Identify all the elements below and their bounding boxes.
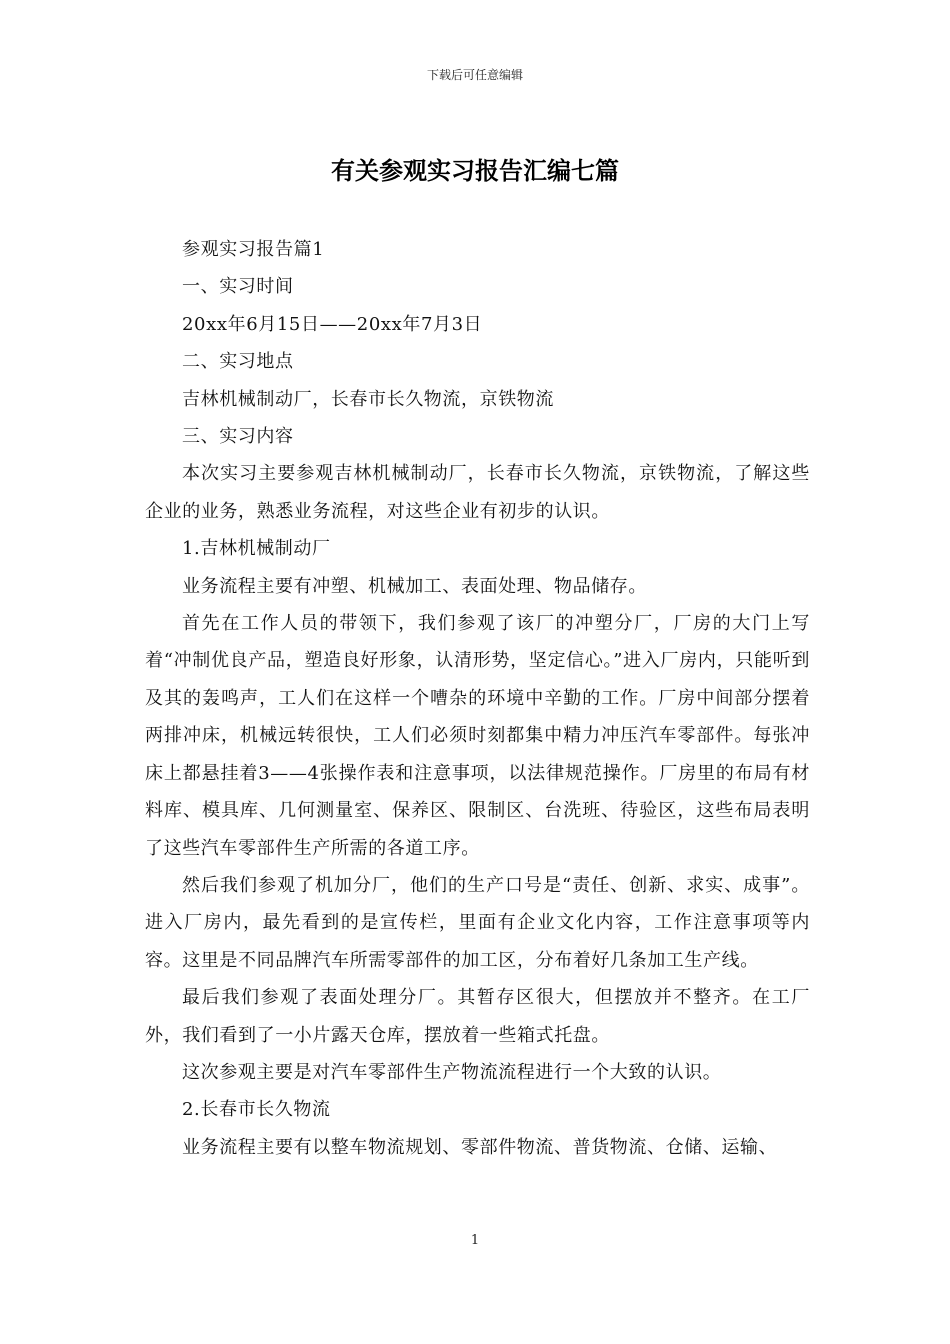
- internship-dates: 20xx年6月15日——20xx年7月3日: [182, 313, 483, 335]
- internship-locations: 吉林机械制动厂，长春市长久物流，京铁物流: [182, 388, 554, 410]
- section-heading-location: 二、实习地点: [182, 351, 294, 373]
- body-paragraph: 业务流程主要有以整车物流规划、零部件物流、普货物流、仓储、运输、: [182, 1136, 778, 1158]
- body-paragraph: 这次参观主要是对汽车零部件生产物流流程进行一个大致的认识。: [182, 1061, 722, 1083]
- body-paragraph: 最后我们参观了表面处理分厂。其暂存区很大，但摆放并不整齐。在工厂外，我们看到了一小片露天仓库，摆放着一些箱式托盘。: [145, 987, 810, 1046]
- section-heading-report-1: 参观实习报告篇1: [182, 239, 325, 260]
- document-title: 有关参观实习报告汇编七篇: [331, 156, 619, 185]
- body-paragraph: 业务流程主要有冲塑、机械加工、表面处理、物品储存。: [182, 575, 647, 597]
- section-heading-time: 一、实习时间: [182, 276, 294, 298]
- section-heading-content: 三、实习内容: [182, 426, 294, 448]
- header-note: 下载后可任意编辑: [426, 68, 523, 82]
- document-body: [145, 231, 810, 1166]
- body-paragraph: 本次实习主要参观吉林机械制动厂，长春市长久物流，京铁物流，了解这些企业的业务，熟悉业务流程，对这些企业有初步的认识。: [145, 463, 810, 522]
- subsection-heading-changjiu: 2.长春市长久物流: [182, 1099, 331, 1121]
- subsection-heading-jilin: 1.吉林机械制动厂: [182, 538, 331, 560]
- page-number: 1: [470, 1233, 480, 1248]
- body-paragraph: 然后我们参观了机加分厂，他们的生产口号是“责任、创新、求实、成事”。进入厂房内，最先看到的是宣传栏，里面有企业文化内容，工作注意事项等内容。这里是不同品牌汽车所需零部件的加工区，分布着好几条加工生产线。: [145, 874, 810, 971]
- body-paragraph: 首先在工作人员的带领下，我们参观了该厂的冲塑分厂，厂房的大门上写着“冲制优良产品，塑造良好形象，认清形势，坚定信心。”进入厂房内，只能听到及其的轰鸣声，工人们在这样一个嘈杂的环境中辛勤的工作。厂房中间部分摆着两排冲床，机械远转很快，工人们必须时刻都集中精力冲压汽车零部件。每张冲床上都悬挂着3——4张操作表和注意事项，以法律规范操作。厂房里的布局有材料库、模具库、几何测量室、保养区、限制区、台洗班、待验区，这些布局表明了这些汽车零部件生产所需的各道工序。: [145, 613, 810, 859]
